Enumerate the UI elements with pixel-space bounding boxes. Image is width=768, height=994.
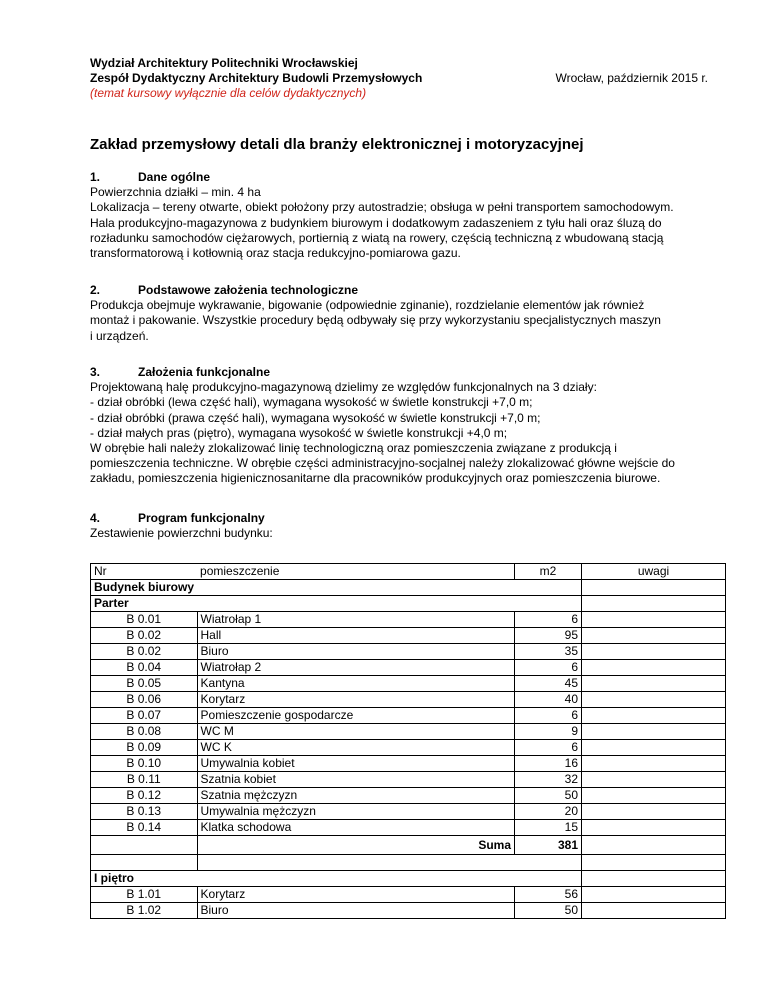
section-heading <box>90 170 730 185</box>
room-notes <box>582 887 726 903</box>
room-area: 16 <box>515 756 582 772</box>
room-number: B 0.05 <box>91 676 198 692</box>
empty-cell <box>582 596 726 612</box>
table-row <box>91 724 726 740</box>
room-number: B 1.01 <box>91 887 198 903</box>
area-table <box>90 563 726 919</box>
table-row <box>91 788 726 804</box>
room-name: Biuro <box>197 903 515 919</box>
room-number: B 0.06 <box>91 692 198 708</box>
section-general <box>90 170 730 261</box>
sum-row <box>91 836 726 855</box>
section-program <box>90 511 730 541</box>
document-title: Zakład przemysłowy detali dla branży elektronicznej i motoryzacyjnej <box>90 136 584 153</box>
room-name: Wiatrołap 2 <box>197 660 515 676</box>
building-row <box>91 580 726 596</box>
room-number: B 0.07 <box>91 708 198 724</box>
place-date: Wrocław, październik 2015 r. <box>555 71 708 85</box>
empty-cell <box>515 855 582 871</box>
room-area: 40 <box>515 692 582 708</box>
paragraph-line: Lokalizacja – tereny otwarte, obiekt położony przy autostradzie; obsługa w pełni transportem samochodowym. <box>90 200 674 215</box>
room-number: B 0.02 <box>91 644 198 660</box>
paragraph-line: W obrębie hali należy zlokalizować linię technologiczną oraz pomieszczenia związane z produkcją i <box>90 441 617 456</box>
room-notes <box>582 724 726 740</box>
paragraph-line: - dział obróbki (lewa część hali), wymagana wysokość w świetle konstrukcji +7,0 m; <box>90 395 533 410</box>
room-area: 6 <box>515 660 582 676</box>
floor-label-parter: Parter <box>91 596 198 612</box>
room-area: 6 <box>515 708 582 724</box>
table-row <box>91 756 726 772</box>
room-area: 32 <box>515 772 582 788</box>
table-row <box>91 692 726 708</box>
empty-cell <box>582 855 726 871</box>
paragraph-line: Produkcja obejmuje wykrawanie, bigowanie (odpowiednie zginanie), rozdzielanie elementów jak również <box>90 298 645 313</box>
room-name: Hall <box>197 628 515 644</box>
room-name: Pomieszczenie gospodarcze <box>197 708 515 724</box>
sum-label: Suma <box>197 836 515 855</box>
room-name: Umywalnia kobiet <box>197 756 515 772</box>
empty-cell <box>515 871 582 887</box>
room-notes <box>582 708 726 724</box>
room-name: WC M <box>197 724 515 740</box>
section-technology <box>90 283 730 344</box>
section-number: 1. <box>90 170 101 184</box>
paragraph-line: transformatorową i kotłownią oraz stacja redukcyjno-pomiarowa gazu. <box>90 246 461 261</box>
paragraph-line: Powierzchnia działki – min. 4 ha <box>90 185 261 200</box>
room-notes <box>582 644 726 660</box>
empty-cell <box>582 836 726 855</box>
col-header-area: m2 <box>515 564 582 580</box>
section-heading <box>90 283 730 298</box>
paragraph-line: i urządzeń. <box>90 328 149 343</box>
section-number: 4. <box>90 511 101 525</box>
section-number: 2. <box>90 283 101 297</box>
room-name: Korytarz <box>197 887 515 903</box>
building-label: Budynek biurowy <box>91 580 198 596</box>
room-area: 50 <box>515 788 582 804</box>
room-number: B 0.10 <box>91 756 198 772</box>
room-name: Klatka schodowa <box>197 820 515 836</box>
room-notes <box>582 692 726 708</box>
course-note: (temat kursowy wyłącznie dla celów dydaktycznych) <box>90 86 367 100</box>
table-header-row <box>91 564 726 580</box>
room-notes <box>582 676 726 692</box>
room-area: 9 <box>515 724 582 740</box>
table-row <box>91 708 726 724</box>
table-row <box>91 740 726 756</box>
room-number: B 0.12 <box>91 788 198 804</box>
room-number: B 0.01 <box>91 612 198 628</box>
room-area: 20 <box>515 804 582 820</box>
floor-label: I piętro <box>91 871 198 887</box>
empty-cell <box>582 580 726 596</box>
room-notes <box>582 804 726 820</box>
room-notes <box>582 628 726 644</box>
empty-cell <box>197 855 515 871</box>
col-header-room: pomieszczenie <box>197 564 515 580</box>
empty-cell <box>582 871 726 887</box>
room-notes <box>582 903 726 919</box>
paragraph-line: montaż i pakowanie. Wszystkie procedury będą odbywały się przy wykorzystaniu specjalistycznych maszyn <box>90 313 661 328</box>
room-number: B 0.08 <box>91 724 198 740</box>
empty-cell <box>197 580 515 596</box>
room-area: 45 <box>515 676 582 692</box>
room-notes <box>582 740 726 756</box>
room-notes <box>582 820 726 836</box>
table-row <box>91 660 726 676</box>
room-name: Kantyna <box>197 676 515 692</box>
table-row <box>91 804 726 820</box>
room-area: 6 <box>515 612 582 628</box>
section-title: Założenia funkcjonalne <box>138 365 271 379</box>
paragraph-line: - dział małych pras (piętro), wymagana wysokość w świetle konstrukcji +4,0 m; <box>90 425 508 440</box>
section-heading <box>90 365 730 380</box>
paragraph-line: - dział obróbki (prawa część hali), wymagana wysokość w świetle konstrukcji +7,0 m; <box>90 410 541 425</box>
empty-cell <box>197 596 515 612</box>
team-name: Zespół Dydaktyczny Architektury Budowli Przemysłowych <box>90 71 423 85</box>
section-heading <box>90 511 730 526</box>
spacer-row <box>91 855 726 871</box>
empty-cell <box>515 596 582 612</box>
table-row <box>91 772 726 788</box>
room-notes <box>582 660 726 676</box>
room-notes <box>582 788 726 804</box>
table-row <box>91 820 726 836</box>
room-name: Korytarz <box>197 692 515 708</box>
room-name: WC K <box>197 740 515 756</box>
room-number: B 0.11 <box>91 772 198 788</box>
room-number: B 0.13 <box>91 804 198 820</box>
room-area: 95 <box>515 628 582 644</box>
empty-cell <box>515 580 582 596</box>
empty-cell <box>91 836 198 855</box>
empty-cell <box>91 855 198 871</box>
room-number: B 0.04 <box>91 660 198 676</box>
section-title: Podstawowe założenia technologiczne <box>138 283 359 297</box>
section-number: 3. <box>90 365 101 379</box>
col-header-nr: Nr <box>91 564 198 580</box>
room-number: B 1.02 <box>91 903 198 919</box>
paragraph-line: Projektowaną halę produkcyjno-magazynową dzielimy ze względów funkcjonalnych na 3 działy: <box>90 380 597 395</box>
table-row <box>91 612 726 628</box>
table-row <box>91 644 726 660</box>
room-area: 15 <box>515 820 582 836</box>
section-functional <box>90 365 730 487</box>
col-header-notes: uwagi <box>582 564 726 580</box>
room-notes <box>582 756 726 772</box>
room-area: 6 <box>515 740 582 756</box>
paragraph-line: Zestawienie powierzchni budynku: <box>90 526 273 541</box>
room-notes <box>582 612 726 628</box>
section-title: Dane ogólne <box>138 170 211 184</box>
room-number: B 0.14 <box>91 820 198 836</box>
table-row <box>91 628 726 644</box>
paragraph-line: zakładu, pomieszczenia higienicznosanitarne dla pracowników produkcyjnych oraz pomieszczenia biurowe. <box>90 471 661 486</box>
room-name: Umywalnia mężczyzn <box>197 804 515 820</box>
room-number: B 0.09 <box>91 740 198 756</box>
room-area: 56 <box>515 887 582 903</box>
room-number: B 0.02 <box>91 628 198 644</box>
room-area: 35 <box>515 644 582 660</box>
floor-row <box>91 596 726 612</box>
empty-cell <box>197 871 515 887</box>
room-name: Biuro <box>197 644 515 660</box>
room-area: 50 <box>515 903 582 919</box>
table-row <box>91 676 726 692</box>
paragraph-line: Hala produkcyjno-magazynowa z budynkiem biurowym i dodatkowym zadaszeniem z tyłu hali oraz śluzą do <box>90 215 662 230</box>
room-name: Szatnia kobiet <box>197 772 515 788</box>
sum-value: 381 <box>515 836 582 855</box>
room-name: Szatnia mężczyzn <box>197 788 515 804</box>
section-title: Program funkcjonalny <box>138 511 265 525</box>
table-row <box>91 903 726 919</box>
header-block <box>90 56 422 101</box>
room-notes <box>582 772 726 788</box>
faculty-name: Wydział Architektury Politechniki Wrocławskiej <box>90 56 358 70</box>
room-name: Wiatrołap 1 <box>197 612 515 628</box>
table-row <box>91 887 726 903</box>
paragraph-line: pomieszczenia techniczne. W obrębie części administracyjno-socjalnej należy zlokalizować główne wejście do <box>90 456 675 471</box>
paragraph-line: rozładunku samochodów ciężarowych, portiernią z wiatą na rowery, częścią techniczną z wbudowaną stacją <box>90 230 664 245</box>
floor-row <box>91 871 726 887</box>
